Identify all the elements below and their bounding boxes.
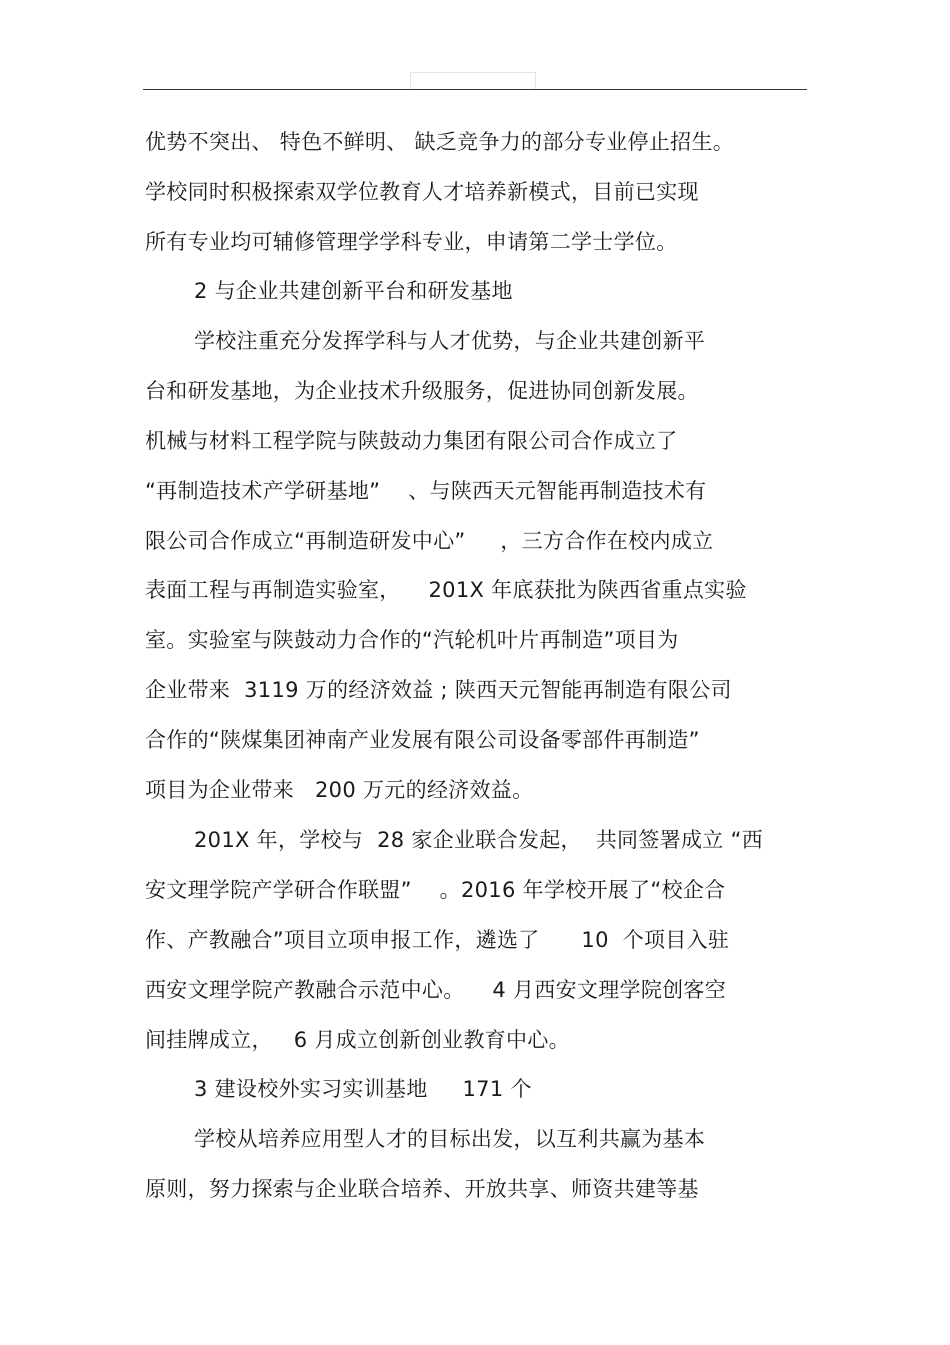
body-line-3: 所有专业均可辅修管理学学科专业，申请第二学士学位。: [145, 230, 678, 254]
body-line-1: 优势不突出、 特色不鲜明、 缺乏竞争力的部分专业停止招生。: [145, 130, 735, 154]
section-heading-2: 2 与企业共建创新平台和研发基地: [194, 279, 513, 303]
body-line-13: 合作的“陕煤集团神南产业发展有限公司设备零部件再制造”: [145, 728, 700, 752]
body-line-14: 项目为企业带来 200 万元的经济效益。: [145, 778, 534, 802]
body-line-18: 西安文理学院产教融合示范中心。 4 月西安文理学院创客空: [145, 978, 727, 1002]
body-line-7: 机械与材料工程学院与陕鼓动力集团有限公司合作成立了: [145, 429, 678, 453]
page-header-tab: [410, 72, 536, 90]
body-line-2: 学校同时积极探索双学位教育人才培养新模式，目前已实现: [145, 180, 699, 204]
body-line-21: 学校从培养应用型人才的目标出发，以互利共赢为基本: [194, 1127, 706, 1151]
body-line-19: 间挂牌成立， 6 月成立创新创业教育中心。: [145, 1028, 570, 1052]
body-line-15: 201X 年，学校与 28 家企业联合发起， 共同签署成立 “西: [194, 828, 763, 852]
body-line-12: 企业带来 3119 万的经济效益 ; 陕西天元智能再制造有限公司: [145, 678, 732, 702]
body-line-6: 台和研发基地，为企业技术升级服务，促进协同创新发展。: [145, 379, 699, 403]
section-heading-3: 3 建设校外实习实训基地 171 个: [194, 1077, 532, 1101]
header-rule: [143, 89, 807, 90]
body-line-5: 学校注重充分发挥学科与人才优势，与企业共建创新平: [194, 329, 706, 353]
body-line-17: 作、产教融合”项目立项申报工作，遴选了 10 个项目入驻: [145, 928, 730, 952]
body-line-11: 室。实验室与陕鼓动力合作的“汽轮机叶片再制造”项目为: [145, 628, 679, 652]
body-line-8: “再制造技术产学研基地” 、与陕西天元智能再制造技术有: [145, 479, 707, 503]
body-line-16: 安文理学院产学研合作联盟” 。2016 年学校开展了“校企合: [145, 878, 726, 902]
body-line-22: 原则，努力探索与企业联合培养、开放共享、师资共建等基: [145, 1177, 699, 1201]
body-line-9: 限公司合作成立“再制造研发中心” ，三方合作在校内成立: [145, 529, 714, 553]
body-line-10: 表面工程与再制造实验室， 201X 年底获批为陕西省重点实验: [145, 578, 747, 602]
